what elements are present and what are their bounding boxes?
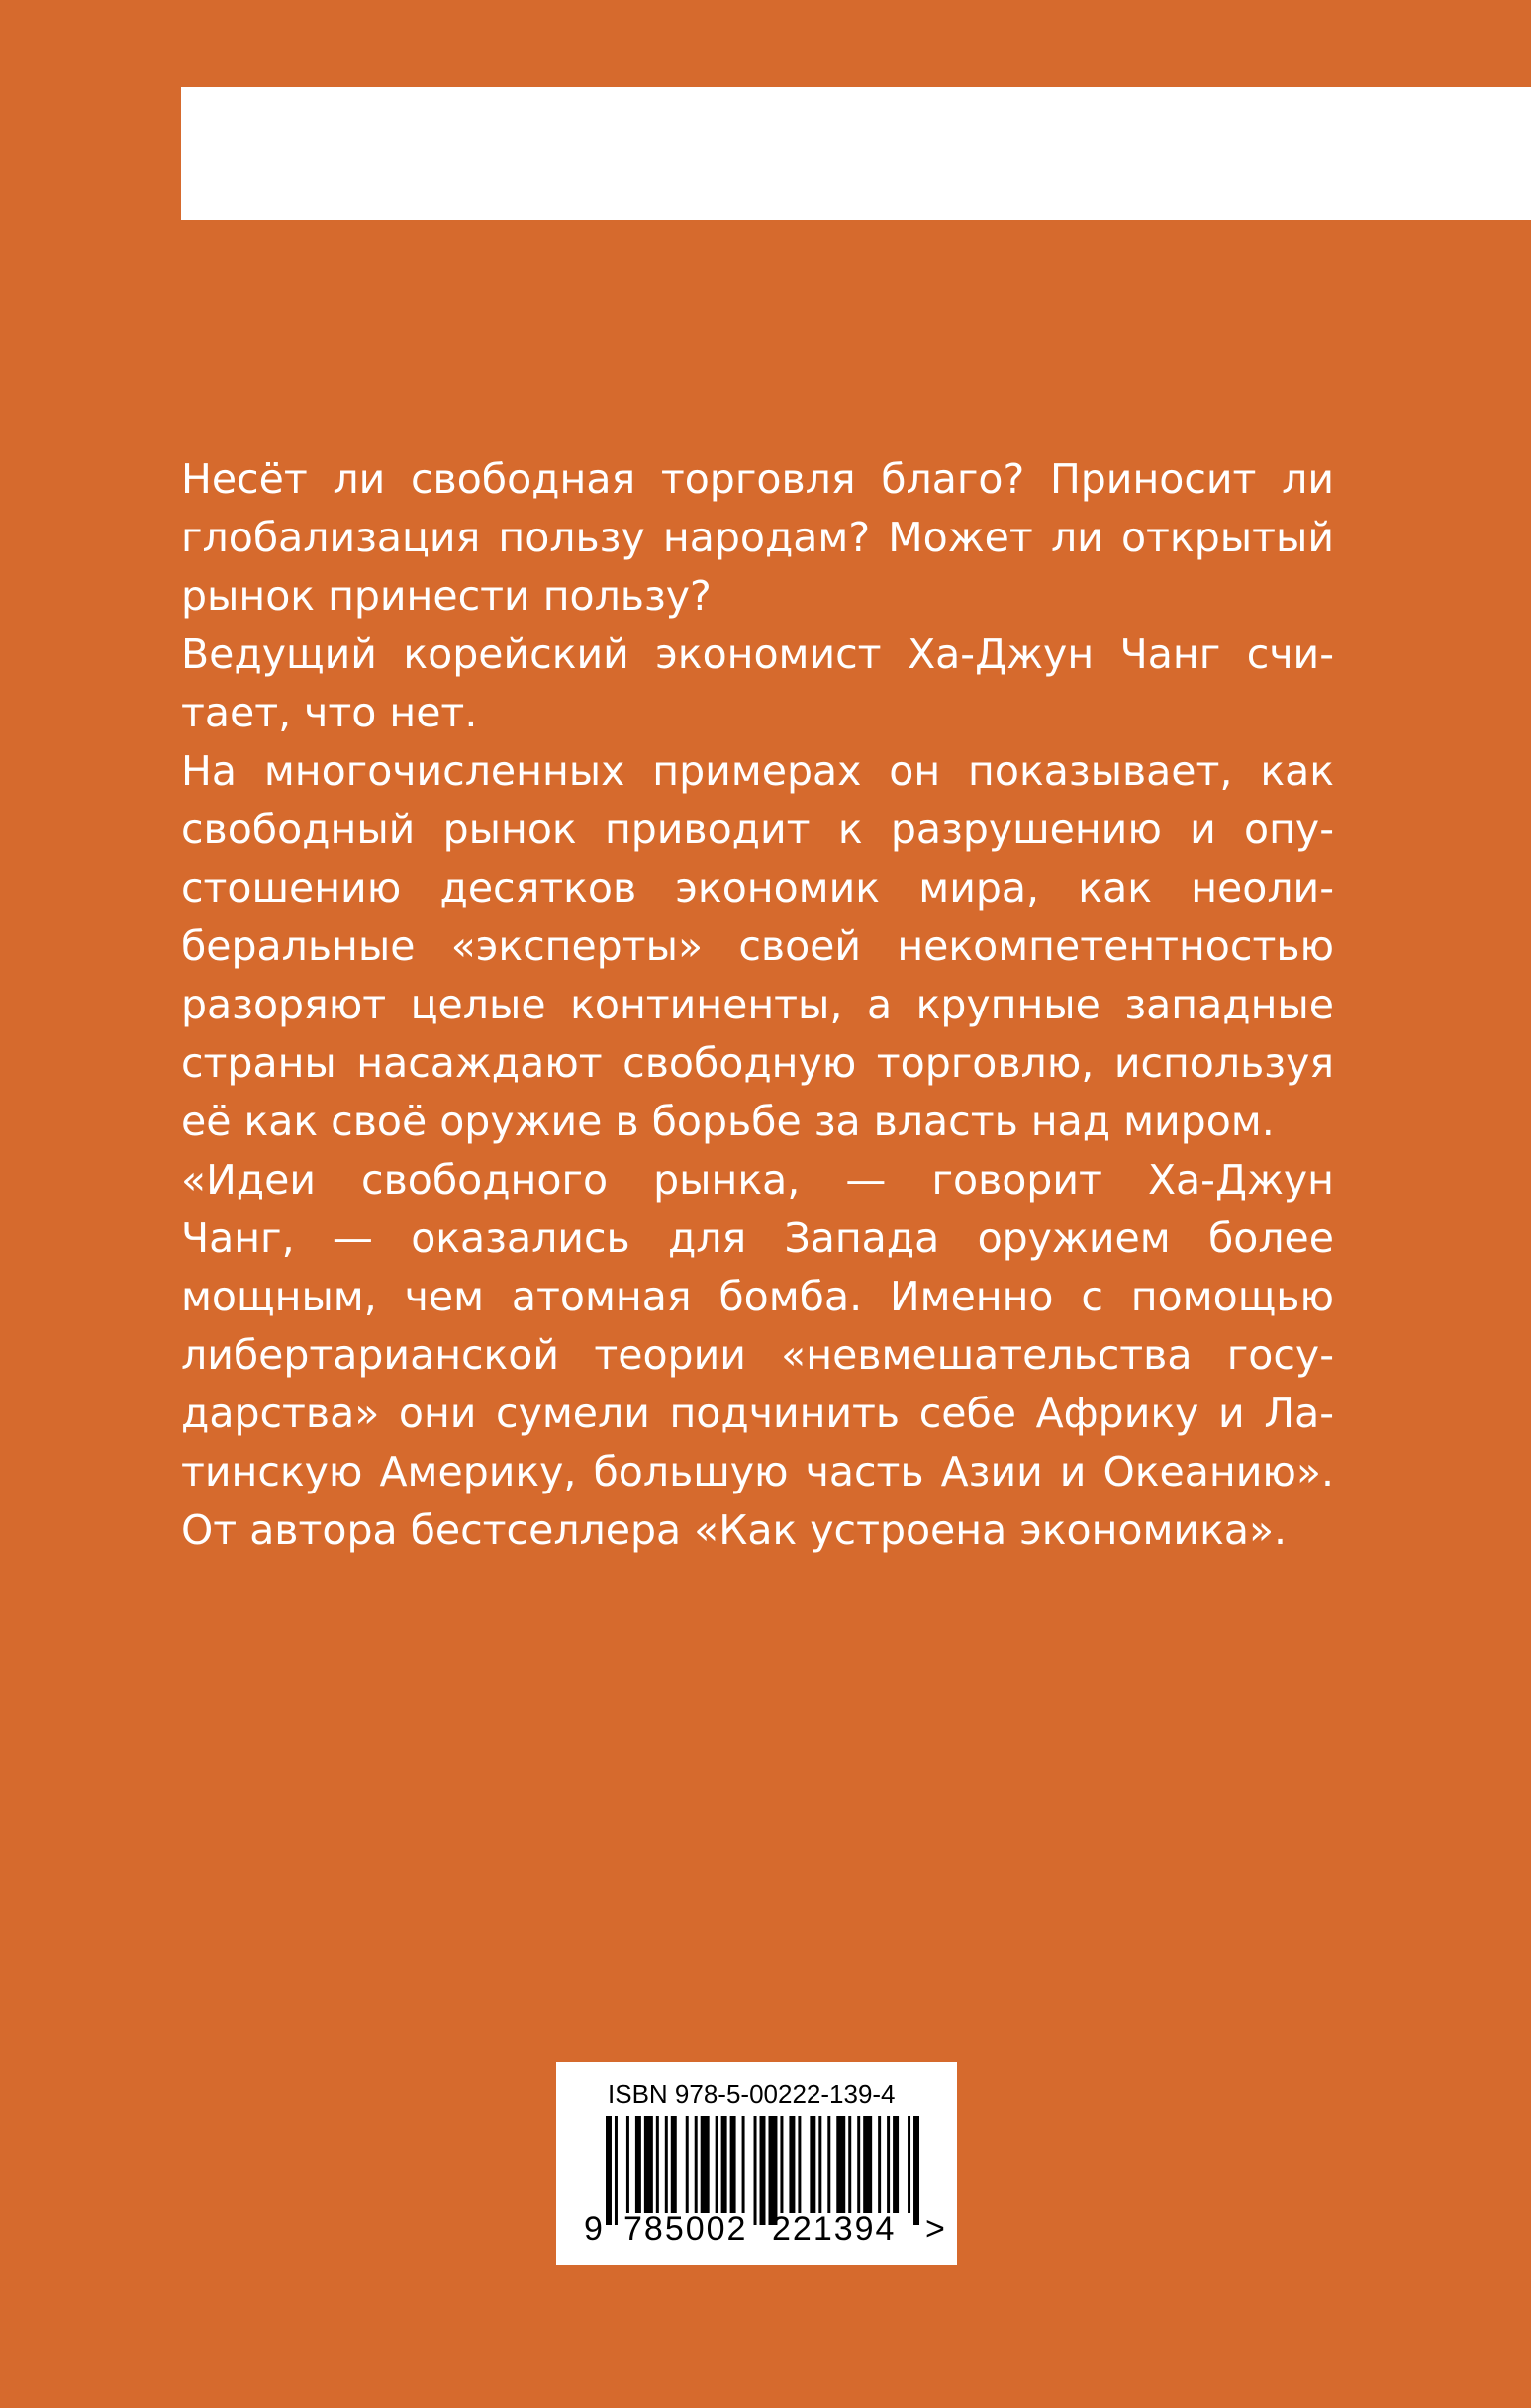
- blurb-line: На многочисленных примерах он показывает, как: [181, 747, 1334, 795]
- blurb-line: разоряют целые континенты, а крупные западные: [181, 981, 1334, 1028]
- blurb-line: дарства» они сумели подчинить себе Африку и Ла-: [181, 1390, 1334, 1437]
- blurb-line: тает, что нет.: [181, 689, 478, 736]
- barcode-bar: [798, 2116, 801, 2213]
- barcode-bar: [780, 2116, 783, 2213]
- blurb-line: Ведущий корейский экономист Ха-Джун Чанг счи-: [181, 630, 1334, 678]
- barcode-bar: [701, 2116, 710, 2213]
- barcode-bar: [857, 2116, 860, 2213]
- barcode-bar: [878, 2116, 881, 2213]
- barcode-bar: [721, 2116, 727, 2213]
- barcode-arrow: >: [925, 2210, 945, 2248]
- barcode-bar: [810, 2116, 815, 2213]
- barcode-digit-first: 9: [584, 2210, 603, 2248]
- blurb-line: мощным, чем атомная бомба. Именно с помощью: [181, 1273, 1334, 1320]
- blurb-text: [181, 450, 1334, 1560]
- isbn-label: ISBN 978-5-00222-139-4: [608, 2079, 896, 2109]
- barcode-bars: [606, 2116, 922, 2225]
- blurb-line: либертарианской теории «невмешательства госу-: [181, 1331, 1334, 1379]
- barcode-bar: [716, 2116, 718, 2213]
- blurb-line: Чанг, — оказались для Запада оружием более: [181, 1214, 1334, 1262]
- barcode-bar: [665, 2116, 668, 2213]
- barcode-bar: [827, 2116, 830, 2213]
- barcode-bar: [615, 2116, 618, 2225]
- isbn-barcode: [556, 2062, 957, 2265]
- barcode-bar: [836, 2116, 845, 2213]
- barcode-bar: [887, 2116, 890, 2213]
- barcode-bar: [695, 2116, 698, 2213]
- barcode-bar: [818, 2116, 821, 2213]
- barcode-digits-left: 785002: [623, 2210, 748, 2248]
- blurb-line: страны насаждают свободную торговлю, используя: [181, 1039, 1334, 1087]
- barcode-bar: [730, 2116, 736, 2213]
- blurb-line: беральные «эксперты» своей некомпетентностью: [181, 922, 1334, 970]
- barcode-bar: [644, 2116, 653, 2213]
- barcode-bar: [606, 2116, 612, 2225]
- barcode-bar: [635, 2116, 641, 2213]
- barcode-bar: [671, 2116, 677, 2213]
- blurb-line: глобализация пользу народам? Может ли открытый: [181, 514, 1334, 561]
- blurb-line: её как своё оружие в борьбе за власть над миром.: [181, 1098, 1275, 1145]
- blurb-line: тинскую Америку, большую часть Азии и Океанию».: [181, 1448, 1334, 1495]
- barcode-bar: [768, 2116, 777, 2225]
- blurb-line: рынок принести пользу?: [181, 572, 712, 620]
- barcode-bar: [626, 2116, 629, 2213]
- barcode-bar: [908, 2116, 910, 2213]
- blurb-line: свободный рынок приводит к разрушению и опу-: [181, 806, 1334, 853]
- barcode-bar: [863, 2116, 872, 2213]
- blurb-line: «Идеи свободного рынка, — говорит Ха-Джун: [181, 1156, 1334, 1204]
- barcode-bar: [656, 2116, 659, 2213]
- barcode-bar: [893, 2116, 899, 2213]
- blurb-line: стошению десятков экономик мира, как неоли-: [181, 864, 1334, 912]
- barcode-bar: [789, 2116, 795, 2213]
- barcode-bar: [913, 2116, 919, 2225]
- blurb-line: От автора бестселлера «Как устроена экономика».: [181, 1506, 1288, 1554]
- top-white-band: [181, 87, 1531, 220]
- barcode-bar: [754, 2116, 757, 2225]
- barcode-bar: [742, 2116, 745, 2213]
- barcode-digits-right: 221394: [772, 2210, 897, 2248]
- barcode-bar: [848, 2116, 851, 2213]
- barcode-bar: [760, 2116, 766, 2225]
- blurb-line: Несёт ли свободная торговля благо? Приносит ли: [181, 455, 1334, 503]
- barcode-bar: [686, 2116, 689, 2213]
